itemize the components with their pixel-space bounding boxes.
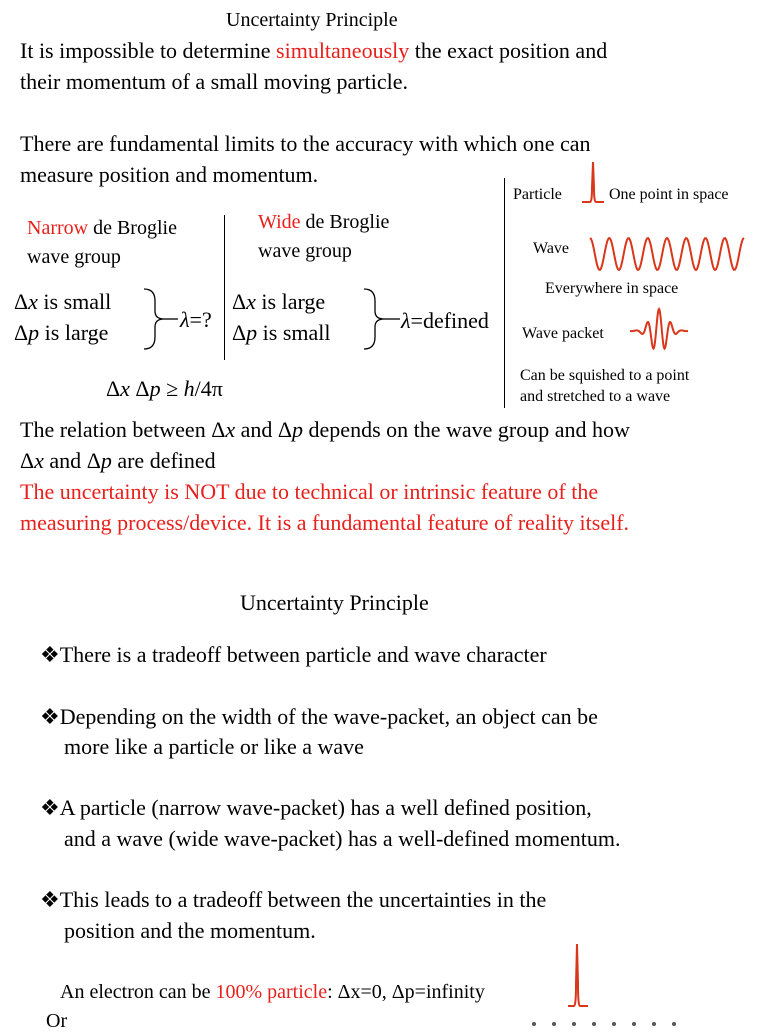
bullet-diamond-icon: ❖ — [40, 704, 60, 729]
dp-large: Δp is large — [14, 320, 109, 345]
intro-line-1: It is impossible to determine simultaneously the exact position and — [20, 38, 608, 63]
narrow-label: Narrow de Broglie — [27, 217, 177, 239]
bullet-diamond-icon: ❖ — [40, 795, 60, 820]
uncertainty-formula: Δx Δp ≥ h/4π — [106, 376, 223, 401]
particle-label: Particle — [513, 186, 562, 203]
electron-spike-icon — [566, 940, 590, 1008]
bullet-1: ❖There is a tradeoff between particle and wave character — [40, 642, 547, 667]
bullet-3-line-2: and a wave (wide wave-packet) has a well-defined momentum. — [64, 826, 621, 851]
bullet-4-line-2: position and the momentum. — [64, 918, 316, 943]
squish-line-2: and stretched to a wave — [520, 388, 671, 405]
bullet-4: ❖This leads to a tradeoff between the uncertainties in the — [40, 887, 547, 912]
narrow-label-2: wave group — [27, 246, 121, 268]
relation-line-1: The relation between Δx and Δp depends on the wave group and how — [20, 417, 630, 442]
limits-line-1: There are fundamental limits to the accuracy with which one can — [20, 131, 591, 156]
wide-label-2: wave group — [258, 240, 352, 262]
dx-small: Δx is small — [14, 289, 112, 314]
wave-packet-label: Wave packet — [522, 325, 604, 342]
slide2-title: Uncertainty Principle — [240, 590, 429, 615]
dx-large: Δx is large — [232, 289, 326, 314]
dp-small: Δp is small — [232, 320, 331, 345]
one-point-label: One point in space — [609, 186, 729, 203]
relation-line-2: Δx and Δp are defined — [20, 448, 216, 473]
or-label: Or — [46, 1010, 68, 1032]
bullet-3: ❖A particle (narrow wave-packet) has a well defined position, — [40, 795, 592, 820]
bullet-diamond-icon: ❖ — [40, 887, 60, 912]
bullet-diamond-icon: ❖ — [40, 642, 60, 667]
limits-line-2: measure position and momentum. — [20, 162, 319, 187]
lambda-unknown: λ=? — [180, 307, 212, 332]
bullet-2-line-2: more like a particle or like a wave — [64, 734, 364, 759]
everywhere-label: Everywhere in space — [545, 280, 679, 297]
left-brace — [140, 287, 180, 351]
wave-packet-icon — [628, 306, 690, 356]
bullet-2: ❖Depending on the width of the wave-packet, an object can be — [40, 704, 598, 729]
slide1-title: Uncertainty Principle — [226, 9, 398, 31]
squish-line-1: Can be squished to a point — [520, 367, 690, 384]
divider-right — [504, 178, 505, 408]
wave-icon — [588, 234, 746, 274]
red-note-line-1: The uncertainty is NOT due to technical or intrinsic feature of the — [20, 479, 599, 504]
wide-label: Wide de Broglie — [258, 211, 390, 233]
wave-label: Wave — [533, 240, 570, 257]
right-brace — [360, 287, 402, 351]
particle-spike-icon — [580, 158, 606, 204]
intro-line-2: their momentum of a small moving particle. — [20, 69, 408, 94]
dotted-wave-icon — [528, 1016, 698, 1026]
red-note-line-2: measuring process/device. It is a fundamental feature of reality itself. — [20, 510, 630, 535]
divider-left — [224, 215, 225, 360]
lambda-defined: λ=defined — [401, 308, 489, 333]
electron-line: An electron can be 100% particle: Δx=0, Δp=infinity — [60, 981, 485, 1003]
